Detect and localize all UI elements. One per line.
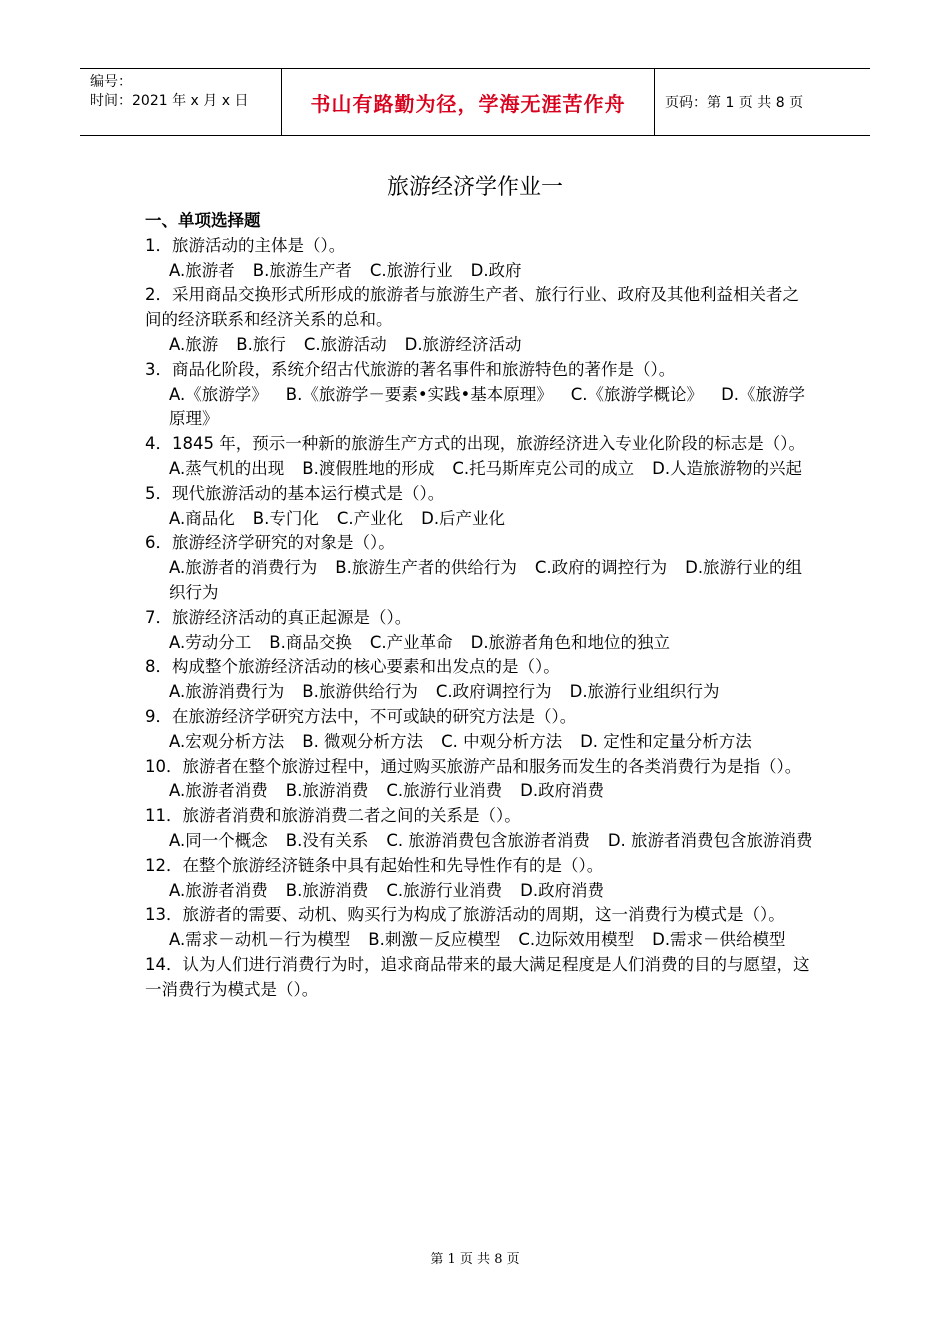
- option-row: [145, 383, 813, 433]
- option: A.劳动分工: [169, 632, 252, 652]
- option: A.同一个概念: [169, 830, 268, 850]
- option: A.旅游者消费: [169, 781, 268, 801]
- section-title: 一、单项选择题: [145, 211, 261, 230]
- question-text: 2．采用商品交换形式所形成的旅游者与旅游生产者、旅行行业、政府及其他利益相关者之间的经济联系和经济关系的总和。: [145, 285, 799, 330]
- option: A.旅游消费行为: [169, 682, 285, 702]
- option: B.旅游消费: [285, 781, 369, 801]
- option: D.旅游行业组织行为: [569, 682, 720, 702]
- header-table: [80, 68, 870, 136]
- option-row: [145, 507, 813, 532]
- option: B.旅游生产者的供给行为: [335, 558, 517, 578]
- option: C.《旅游学概论》: [570, 384, 704, 404]
- option: C.托马斯库克公司的成立: [452, 458, 635, 478]
- option: C.旅游活动: [303, 334, 387, 354]
- option-row: [145, 779, 813, 804]
- content: [145, 209, 813, 1003]
- number-label: 编号：: [90, 74, 132, 90]
- question-text: 13．旅游者的需要、动机、购买行为构成了旅游活动的周期，这一消费行为模式是（）。: [145, 905, 785, 925]
- option: B.旅行: [236, 334, 286, 354]
- option: D.旅游经济活动: [404, 334, 522, 354]
- option: A.旅游者: [169, 260, 235, 280]
- option: A.商品化: [169, 508, 235, 528]
- header-middle-cell: [282, 69, 655, 135]
- question-list: [145, 234, 813, 1003]
- option: A.旅游者的消费行为: [169, 558, 318, 578]
- option: D.《旅游学原理》: [169, 384, 806, 429]
- option: B.商品交换: [269, 632, 352, 652]
- option: B. 微观分析方法: [302, 731, 424, 751]
- option: C.旅游行业: [369, 260, 453, 280]
- option: C. 中观分析方法: [441, 731, 563, 751]
- option: C.旅游行业消费: [386, 880, 503, 900]
- option: B.《旅游学－要素•实践•基本原理》: [285, 384, 553, 404]
- header-right-cell: [655, 69, 870, 135]
- option: D.政府消费: [520, 781, 605, 801]
- option: D.人造旅游物的兴起: [652, 458, 803, 478]
- option: C.政府的调控行为: [534, 558, 668, 578]
- page-title: 旅游经济学作业一: [386, 175, 563, 200]
- option: C.边际效用模型: [518, 930, 635, 950]
- option: C.产业革命: [369, 632, 453, 652]
- option: C.政府调控行为: [435, 682, 552, 702]
- question-text: 3．商品化阶段，系统介绍古代旅游的著名事件和旅游特色的著作是（）。: [145, 359, 676, 379]
- option: B.没有关系: [285, 830, 369, 850]
- option: D. 定性和定量分析方法: [580, 731, 752, 751]
- option: A.宏观分析方法: [169, 731, 285, 751]
- option: B.专门化: [252, 508, 319, 528]
- option-row: [145, 556, 813, 606]
- question-text: 14．认为人们进行消费行为时，追求商品带来的最大满足程度是人们消费的目的与愿望，这一消费行为模式是（）。: [145, 954, 810, 999]
- option: A.旅游: [169, 334, 219, 354]
- option: C.产业化: [336, 508, 404, 528]
- option-row: [145, 457, 813, 482]
- question-text: 10．旅游者在整个旅游过程中，通过购买旅游产品和服务而发生的各类消费行为是指（）。: [145, 756, 802, 776]
- option-row: [145, 879, 813, 904]
- option-row: [145, 680, 813, 705]
- option: C.旅游行业消费: [386, 781, 503, 801]
- option-row: [145, 631, 813, 656]
- option: D.需求－供给模型: [652, 930, 786, 950]
- option-row: [145, 829, 813, 854]
- question-text: 8．构成整个旅游经济活动的核心要素和出发点的是（）。: [145, 657, 560, 677]
- option: D.旅游者角色和地位的独立: [470, 632, 671, 652]
- motto: 书山有路勤为径，学海无涯苦作舟: [310, 91, 626, 116]
- option: B.渡假胜地的形成: [302, 458, 435, 478]
- option: D.政府: [470, 260, 522, 280]
- page-footer: 第 1 页 共 8 页: [430, 1252, 520, 1267]
- page-info: 页码：第 1 页 共 8 页: [665, 95, 804, 111]
- option-row: [145, 928, 813, 953]
- option-row: [145, 730, 813, 755]
- option: C. 旅游消费包含旅游者消费: [386, 830, 590, 850]
- option: A.需求－动机－行为模型: [169, 930, 351, 950]
- option: D. 旅游者消费包含旅游消费: [607, 830, 813, 850]
- question-text: 4．1845 年，预示一种新的旅游生产方式的出现，旅游经济进入专业化阶段的标志是（）。: [145, 434, 805, 454]
- header-left-cell: [80, 69, 282, 135]
- question-text: 12．在整个旅游经济链条中具有起始性和先导性作有的是（）。: [145, 855, 604, 875]
- time-label: 时间：2021 年 x 月 x 日: [90, 93, 249, 109]
- question-text: 11．旅游者消费和旅游消费二者之间的关系是（）。: [145, 806, 521, 826]
- option-row: [145, 333, 813, 358]
- option: D.旅游行业的组织行为: [169, 558, 803, 602]
- option: A.《旅游学》: [169, 384, 268, 404]
- option: D.政府消费: [520, 880, 605, 900]
- option: D.后产业化: [421, 508, 506, 528]
- option: B.旅游供给行为: [302, 682, 418, 702]
- option: B.旅游消费: [285, 880, 369, 900]
- option: B.刺激－反应模型: [368, 930, 501, 950]
- question-text: 7．旅游经济活动的真正起源是（）。: [145, 607, 412, 627]
- question-text: 9．在旅游经济学研究方法中，不可或缺的研究方法是（）。: [145, 706, 577, 726]
- option: B.旅游生产者: [252, 260, 352, 280]
- option: A.蒸气机的出现: [169, 458, 285, 478]
- question-text: 6．旅游经济学研究的对象是（）。: [145, 533, 395, 553]
- question-text: 1．旅游活动的主体是（）。: [145, 235, 346, 255]
- option-row: [145, 259, 813, 284]
- option: A.旅游者消费: [169, 880, 268, 900]
- question-text: 5．现代旅游活动的基本运行模式是（）。: [145, 483, 445, 503]
